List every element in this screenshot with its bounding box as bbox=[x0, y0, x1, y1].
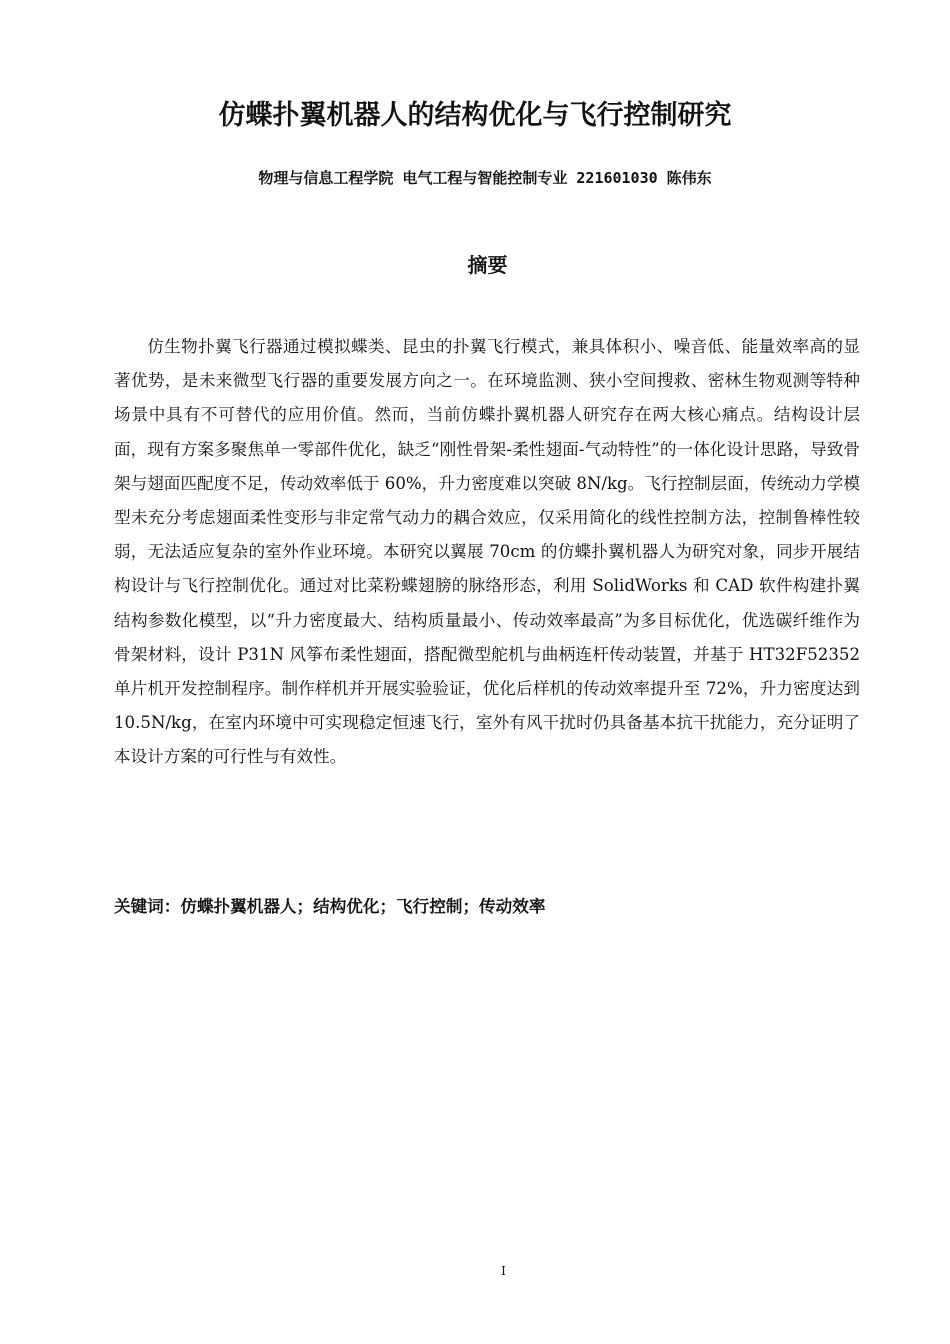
paper-title: 仿蝶扑翼机器人的结构优化与飞行控制研究 bbox=[218, 100, 732, 131]
page-number: I bbox=[501, 1264, 506, 1278]
abstract-body: 仿生物扑翼飞行器通过模拟蝶类、昆虫的扑翼飞行模式，兼具体积小、噪音低、能量效率高的显著优势，是未来微型飞行器的重要发展方向之一。在环境监测、狭小空间搜救、密林生物观测等特种场景中具有不可替代的应用价值。然而，当前仿蝶扑翼机器人研究存在两大核心痛点。结构设计层面，现有方案多聚焦单一零部件优化，缺乏“刚性骨架-柔性翅面-气动特性”的一体化设计思路，导致骨架与翅面匹配度不足，传动效率低于 60%，升力密度难以突破 8N/kg。飞行控制层面，传统动力学模型未充分考虑翅面柔性变形与非定常气动力的耦合效应，仅采用简化的线性控制方法，控制鲁棒性较弱，无法适应复杂的室外作业环境。本研究以翼展 70cm 的仿蝶扑翼机器人为研究对象，同步开展结构设计与飞行控制优化。通过对比菜粉蝶翅膀的脉络形态，利用 SolidWorks 和 CAD 软件构建扑翼结构参数化模型，以“升力密度最大、结构质量最小、传动效率最高”为多目标优化，优选碳纤维作为骨架材料，设计 P31N 风筝布柔性翅面，搭配微型舵机与曲柄连杆传动装置，并基于 HT32F52352 单片机开发控制程序。制作样机并开展实验验证，优化后样机的传动效率提升至 72%，升力密度达到 10.5N/kg，在室内环境中可实现稳定恒速飞行，室外有风干扰时仍具备基本抗干扰能力，充分证明了本设计方案的可行性与有效性。 bbox=[114, 337, 860, 767]
author-line: 物理与信息工程学院 电气工程与智能控制专业 221601030 陈伟东 bbox=[258, 169, 712, 187]
abstract-heading: 摘要 bbox=[467, 253, 508, 277]
keywords-line: 关键词：仿蝶扑翼机器人；结构优化；飞行控制；传动效率 bbox=[114, 897, 546, 916]
